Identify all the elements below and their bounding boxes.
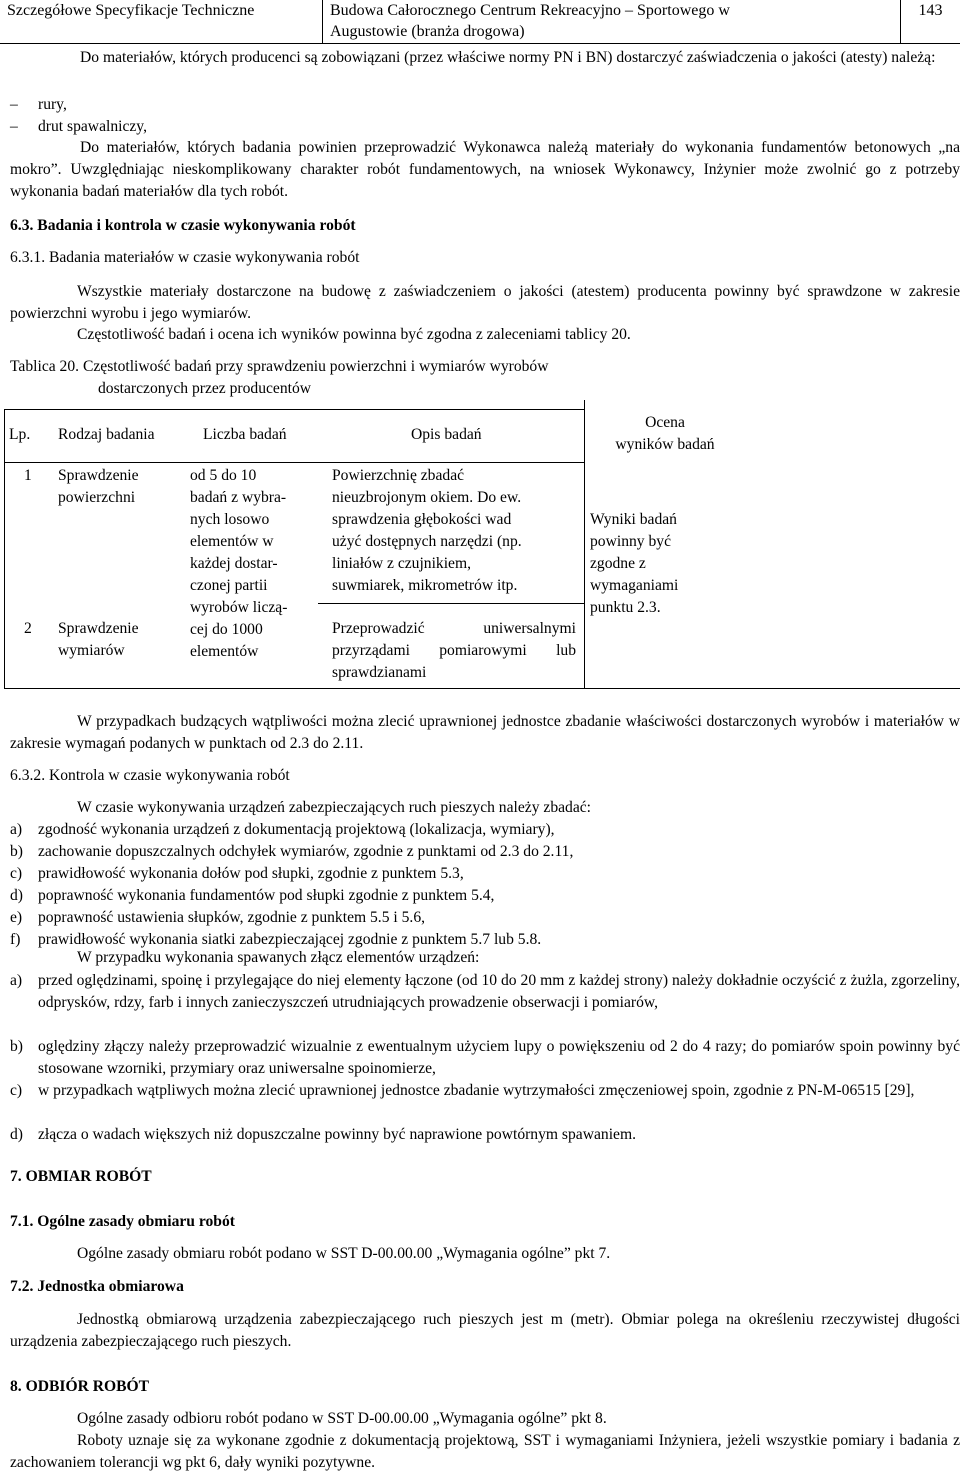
table-ocena-3: zgodne z xyxy=(590,555,646,572)
table-row1-lp: 1 xyxy=(24,467,32,484)
table-liczba-6: czonej partii xyxy=(190,577,268,594)
section-6-3-2-intro: W czasie wykonywania urządzeń zabezpieczających ruch pieszych należy zbadać: xyxy=(77,799,592,816)
section-6-3-1-paragraph-1: Wszystkie materiały dostarczone na budowę z zaświadczeniem o jakości (atestem) producenta powinny być sprawdzone w zakresie powierzchni wyrobu i jego wymiarów. xyxy=(10,283,960,322)
table-row1-rodzaj-line2: powierzchni xyxy=(58,489,136,506)
section-8-paragraph-2: Roboty uznaje się za wykonane zgodnie z dokumentacją projektową, SST i wymaganiami Inżyniera, jeżeli wszystkie pomiary i badania z zachowaniem tolerancji wg pkt 6, dały wyniki pozytywne. xyxy=(10,1432,960,1471)
check-list-item xyxy=(10,841,960,863)
table-left-border xyxy=(4,409,5,689)
table-row1-opis-3: sprawdzenia głębokości wad xyxy=(332,511,512,528)
section-6-3-1-paragraph-2: Częstotliwość badań i ocena ich wyników powinna być zgodna z zaleceniami tablicy 20. xyxy=(77,326,631,343)
list-label: d) xyxy=(10,887,23,904)
table-header-lp: Lp. xyxy=(9,426,31,443)
intro-paragraph-2: Do materiałów, których badania powinien przeprowadzić Wykonawca należą materiały do wykonania fundamentów betonowych „na mokro”. Uwzględniając nieskomplikowany charakter robót fundamentowych, na wniosek Wykonawcy, Inżynier może zwolnić go z potrzeby wykonania badań materiałów dla tych robót. xyxy=(10,139,960,200)
page-header xyxy=(0,0,960,44)
table-row1-rodzaj-line1: Sprawdzenie xyxy=(58,467,139,484)
dash-icon: – xyxy=(10,118,18,135)
table-row-divider xyxy=(318,603,584,604)
section-8-paragraph-1: Ogólne zasady odbioru robót podano w SST D-00.00.00 „Wymagania ogólne” pkt 8. xyxy=(77,1410,607,1427)
list-label: a) xyxy=(10,821,23,838)
section-7-2-heading: 7.2. Jednostka obmiarowa xyxy=(10,1278,184,1295)
table-row2-opis-2: przyrządami pomiarowymi lub xyxy=(332,642,576,659)
table-row2-rodzaj-line1: Sprawdzenie xyxy=(58,620,139,637)
list-text: złącza o wadach większych niż dopuszczalne powinny być naprawione powtórnym spawaniem. xyxy=(38,1126,636,1143)
section-6-3-heading: 6.3. Badania i kontrola w czasie wykonywania robót xyxy=(10,217,356,234)
check-list-item xyxy=(10,907,960,929)
table-row1-opis-1: Powierzchnię zbadać xyxy=(332,467,465,484)
check-list-item xyxy=(10,863,960,885)
table-header-rodzaj: Rodzaj badania xyxy=(58,426,155,443)
header-project-line2: Augustowie (branża drogowa) xyxy=(330,23,525,40)
table-header-divider xyxy=(4,462,585,463)
list-text: prawidłowość wykonania dołów pod słupki, zgodnie z punktem 5.3, xyxy=(38,865,464,882)
table-liczba-9: elementów xyxy=(190,643,259,660)
list-text: oględziny złączy należy przeprowadzić wizualnie z ewentualnym użyciem lupy o powiększeniu od 2 do 4 razy; do pomiarów spoin powinny być stosowane wzorniki, przymiary oraz uniwersalne spoinomierze, xyxy=(38,1038,960,1077)
welding-list-item xyxy=(10,970,960,1036)
table-row2-opis-3: sprawdzianami xyxy=(332,664,427,681)
table-liczba-8: cej do 1000 xyxy=(190,621,263,638)
table-liczba-4: elementów w xyxy=(190,533,274,550)
page-number: 143 xyxy=(918,2,943,19)
section-7-1-text: Ogólne zasady obmiaru robót podano w SST D-00.00.00 „Wymagania ogólne” pkt 7. xyxy=(77,1245,611,1262)
table-top-border xyxy=(4,409,584,410)
list-item-pipes: rury, xyxy=(38,96,67,113)
table-caption-line2: dostarczonych przez producentów xyxy=(98,380,312,397)
section-7-heading: 7. OBMIAR ROBÓT xyxy=(10,1168,152,1185)
table-liczba-2: badań z wybra- xyxy=(190,489,287,506)
table-row2-lp: 2 xyxy=(24,620,32,637)
table-ocena-5: punktu 2.3. xyxy=(590,599,661,616)
section-8-heading: 8. ODBIÓR ROBÓT xyxy=(10,1378,150,1395)
table-header-ocena-line2: wyników badań xyxy=(615,436,715,453)
table-liczba-3: nych losowo xyxy=(190,511,270,528)
list-text: zgodność wykonania urządzeń z dokumentacją projektową (lokalizacja, wymiary), xyxy=(38,821,555,838)
header-spec-title: Szczegółowe Specyfikacje Techniczne xyxy=(0,0,323,43)
welding-list-item xyxy=(10,1080,960,1124)
dash-icon: – xyxy=(10,96,18,113)
list-label: c) xyxy=(10,865,23,882)
table-ocena-2: powinny być xyxy=(590,533,671,550)
list-label: b) xyxy=(10,1038,23,1055)
list-label: c) xyxy=(10,1082,23,1099)
list-text: poprawność wykonania fundamentów pod słupki zgodnie z punktem 5.4, xyxy=(38,887,495,904)
section-7-2-text: Jednostką obmiarową urządzenia zabezpieczającego ruch pieszych jest m (metr). Obmiar polega na określeniu rzeczywistej długości urządzenia zabezpieczającego ruch pieszych. xyxy=(10,1311,960,1350)
section-6-3-1-heading: 6.3.1. Badania materiałów w czasie wykonywania robót xyxy=(10,249,360,266)
table-row1-opis-6: suwmiarek, mikrometrów itp. xyxy=(332,577,518,594)
table-header-opis: Opis badań xyxy=(411,426,482,443)
list-text: poprawność ustawienia słupków, zgodnie z punktem 5.5 i 5.6, xyxy=(38,909,426,926)
check-list-item xyxy=(10,885,960,907)
list-label: a) xyxy=(10,972,23,989)
table-row1-opis-5: liniałów z czujnikiem, xyxy=(332,555,472,572)
header-project-line1: Budowa Całorocznego Centrum Rekreacyjno – Sportowego w xyxy=(330,2,730,19)
list-text: w przypadkach wątpliwych można zlecić uprawnionej jednostce zbadanie wytrzymałości zmęczeniowej spoin, zgodnie z PN-M-06515 [29], xyxy=(38,1082,915,1099)
table-caption-line1: Tablica 20. Częstotliwość badań przy sprawdzeniu powierzchni i wymiarów wyrobów xyxy=(10,358,549,375)
list-label: d) xyxy=(10,1126,23,1143)
welding-list-item xyxy=(10,1124,960,1146)
list-text: prawidłowość wykonania siatki zabezpieczającej zgodnie z punktem 5.7 lub 5.8. xyxy=(38,931,542,948)
table-liczba-5: każdej dostar- xyxy=(190,555,278,572)
table-ocena-4: wymaganiami xyxy=(590,577,679,594)
welding-intro: W przypadku wykonania spawanych złącz elementów urządzeń: xyxy=(77,949,480,966)
list-text: zachowanie dopuszczalnych odchyłek wymiarów, zgodnie z punktami od 2.3 do 2.11, xyxy=(38,843,574,860)
table-liczba-7: wyrobów liczą- xyxy=(190,599,288,616)
table-row1-opis-2: nieuzbrojonym okiem. Do ew. xyxy=(332,489,522,506)
check-list-item xyxy=(10,819,960,841)
section-6-3-2-heading: 6.3.2. Kontrola w czasie wykonywania robót xyxy=(10,767,290,784)
section-7-1-heading: 7.1. Ogólne zasady obmiaru robót xyxy=(10,1213,235,1230)
intro-paragraph-1: Do materiałów, których producenci są zobowiązani (przez właściwe normy PN i BN) dostarczyć zaświadczenia o jakości (atesty) należą: xyxy=(80,49,936,66)
table-header-liczba: Liczba badań xyxy=(203,426,287,443)
list-label: b) xyxy=(10,843,23,860)
list-text: przed oględzinami, spoinę i przylegające do niej elementy łączone (od 10 do 20 mm z każdej strony) należy dokładnie oczyścić z żużla, zgorzeliny, odprysków, rdzy, farb i innych zanieczyszczeń utrudniających prowadzenie obserwacji i pomiarów, xyxy=(38,972,960,1011)
table-liczba-1: od 5 do 10 xyxy=(190,467,257,484)
table-header-ocena-line1: Ocena xyxy=(645,414,685,431)
list-label: e) xyxy=(10,909,23,926)
header-project-title xyxy=(323,0,901,43)
welding-list-item xyxy=(10,1036,960,1080)
list-label: f) xyxy=(10,931,21,948)
table-row2-opis-1: Przeprowadzić uniwersalnymi xyxy=(332,620,576,637)
after-table-paragraph: W przypadkach budzących wątpliwości można zlecić uprawnionej jednostce zbadanie właściwości dostarczonych wyrobów i materiałów w zakresie wymagań podanych w punktach od 2.3 do 2.11. xyxy=(10,713,960,752)
table-row1-opis-4: użyć dostępnych narzędzi (np. xyxy=(332,533,522,550)
list-item-welding-wire: drut spawalniczy, xyxy=(38,118,147,135)
table-ocena-1: Wyniki badań xyxy=(590,511,677,528)
table-row2-rodzaj-line2: wymiarów xyxy=(58,642,125,659)
table-bottom-border xyxy=(4,688,960,689)
